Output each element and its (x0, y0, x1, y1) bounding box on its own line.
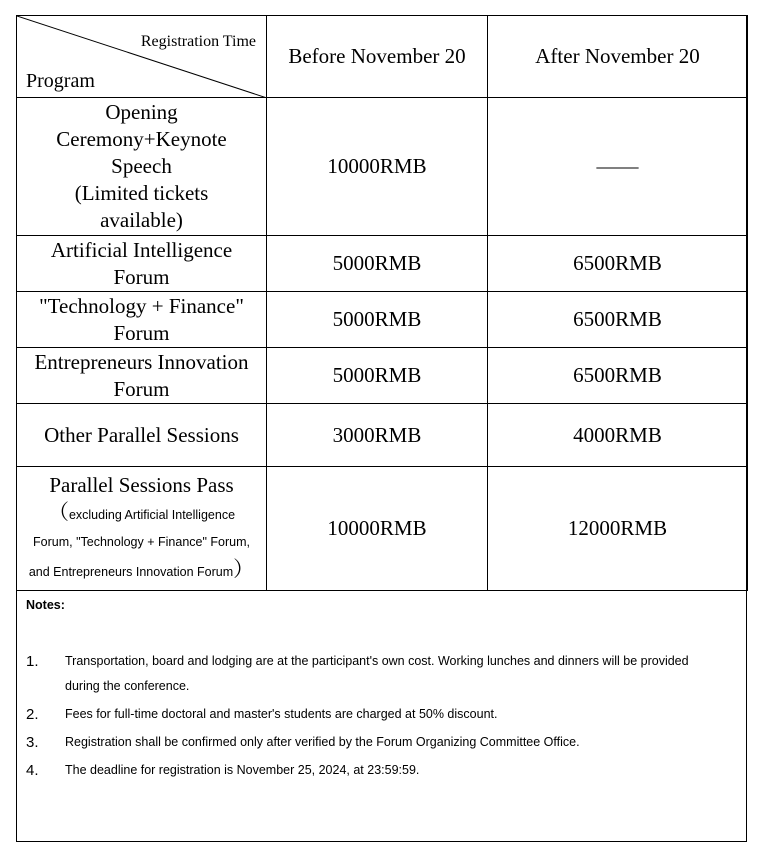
fee-table (16, 15, 748, 591)
table-row (17, 404, 748, 467)
table-row (17, 467, 748, 591)
note-number: 4. (26, 762, 39, 779)
program-cell: "Technology + Finance" Forum (17, 292, 267, 348)
note-number: 1. (26, 653, 39, 670)
program-cell: Parallel Sessions Pass （excluding Artificial Intelligence Forum, "Technology + Finance" Forum, and Entrepreneurs Innovation Forum） (17, 467, 267, 591)
fee-before-cell: 5000RMB (267, 292, 488, 348)
program-cell: Opening Ceremony+Keynote Speech (Limited tickets available) (17, 98, 267, 236)
fee-after-cell: 6500RMB (488, 292, 748, 348)
note-number: 3. (26, 734, 39, 751)
note-item: 2. Fees for full-time doctoral and master's students are charged at 50% discount. (26, 702, 740, 727)
note-item: 3. Registration shall be confirmed only after verified by the Forum Organizing Committee Office. (26, 730, 740, 755)
pass-note-line: excluding Artificial Intelligence (68, 507, 236, 522)
notes-list (26, 649, 740, 783)
fee-after-cell: 12000RMB (488, 467, 748, 591)
program-cell: Other Parallel Sessions (17, 404, 267, 467)
column-header-before: Before November 20 (267, 16, 488, 98)
notes-section (26, 592, 740, 786)
corner-header-cell (17, 16, 267, 98)
fee-before-cell: 5000RMB (267, 236, 488, 292)
fee-after-cell: 4000RMB (488, 404, 748, 467)
table-row (17, 292, 748, 348)
column-header-after: After November 20 (488, 16, 748, 98)
table-row (17, 348, 748, 404)
program-label: Program (26, 70, 95, 92)
fee-after-cell: 6500RMB (488, 348, 748, 404)
program-cell: Entrepreneurs Innovation Forum (17, 348, 267, 404)
notes-title: Notes: (26, 598, 65, 612)
fee-before-cell: 3000RMB (267, 404, 488, 467)
fee-after-cell: 6500RMB (488, 236, 748, 292)
pass-note-line: Forum, "Technology + Finance" Forum, (33, 534, 250, 549)
note-number: 2. (26, 706, 39, 723)
fee-after-cell: —— (488, 98, 748, 236)
pass-note-line: and Entrepreneurs Innovation Forum (28, 564, 234, 579)
header-row (17, 16, 748, 98)
program-cell: Artificial Intelligence Forum (17, 236, 267, 292)
close-paren: ） (233, 556, 255, 581)
registration-time-label: Registration Time (140, 33, 256, 50)
table-row (17, 236, 748, 292)
fee-before-cell: 5000RMB (267, 348, 488, 404)
fee-before-cell: 10000RMB (267, 98, 488, 236)
note-item: 1. Transportation, board and lodging are at the participant's own cost. Working lunches and dinners will be provided during the conference. (26, 649, 740, 699)
note-item: 4. The deadline for registration is November 25, 2024, at 23:59:59. (26, 758, 740, 783)
open-paren: （ (47, 499, 69, 524)
table-row (17, 98, 748, 236)
fee-before-cell: 10000RMB (267, 467, 488, 591)
